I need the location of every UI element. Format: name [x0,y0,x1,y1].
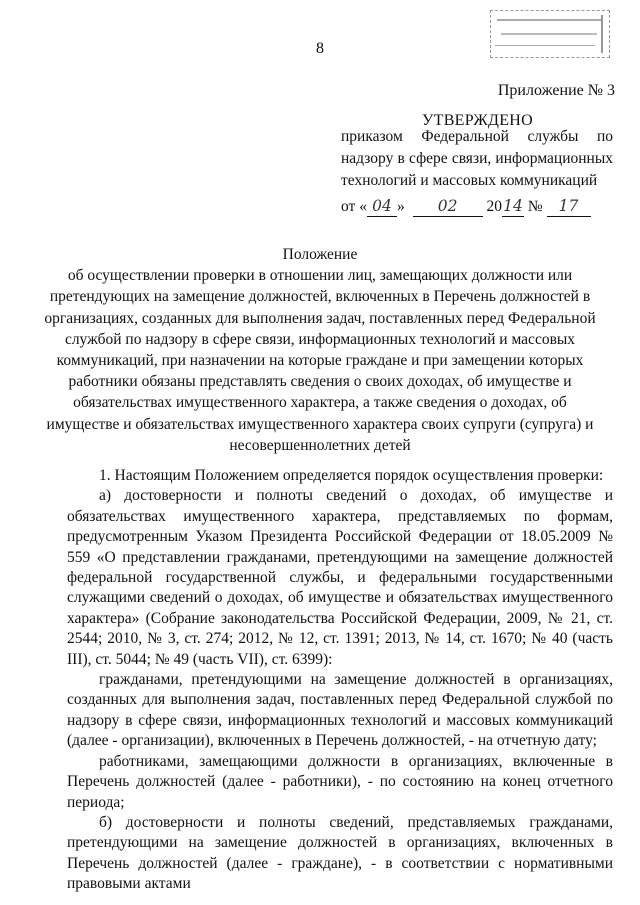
document-title [30,244,610,456]
appendix-label: Приложение № 3 [497,82,615,99]
paragraph: б) достоверности и полноты сведений, представляемых гражданами, претендующими на замещение должностей в организациях, включенных в Перечень должностей (далее - граждане), - в соответствии с нормативными правовыми актами [67,813,613,893]
year-handwritten: 14 [503,197,523,215]
title-line: организациях, созданных для выполнения задач, поставленных перед Федеральной [44,309,596,327]
order-line: технологий и массовых коммуникаций [341,172,598,189]
title-line: обязательствах имущественного характера, а также сведения о доходах, об [73,394,567,412]
month-handwritten: 02 [413,196,483,217]
year-prefix: 20 [486,198,502,215]
date-mid: » [396,198,405,215]
title-line: службой по надзору в сфере связи, информационных технологий и массовых [64,330,576,348]
title-line: Положение [282,246,358,263]
title-line: несовершеннолетних детей [229,436,411,454]
title-line: имуществе и обязательствах имущественного характера своих супруги (супруга) и [46,415,594,433]
paragraph: работниками, замещающими должности в организациях, включенные в Перечень должностей (далее - работники), - по состоянию на конец отчетного периода; [67,752,613,811]
order-line: приказом Федеральной службы по [341,128,613,145]
number-sign: № [527,198,543,215]
order-line: надзору в сфере связи, информационных [341,150,613,167]
page-number: 8 [316,40,324,57]
day-handwritten: 04 [367,196,397,217]
number-handwritten: 17 [547,196,591,217]
title-line: об осуществлении проверки в отношении лиц, замещающих должности или [67,267,573,285]
document-body [67,466,613,895]
title-line: претендующих на замещение должностей, включенных в Перечень должностей в [49,288,591,306]
title-line: работники обязаны представлять сведения о своих доходах, об имуществе и [68,373,572,391]
date-prefix: от « [341,198,367,215]
registration-stamp [490,10,610,58]
approval-date-line [341,196,591,217]
paragraph: а) достоверности и полноты сведений о доходах, об имуществе и обязательствах имущественного характера, представляемых по формам, предусмотренным Указом Президента Российской Федерации от 18.05.2009 № 559 «О представлении гражданами, претендующими на замещение должностей федеральной государственной службы, и федеральными государственными служащими сведений о доходах, об имуществе и обязательствах имущественного характера» (Собрание законодательства Российской Федерации, 2009, № 21, ст. 2544; 2010, № 3, ст. 274; 2012, № 12, ст. 1391; 2013, № 14, ст. 1670; № 40 (часть III), ст. 5044; № 49 (часть VII), ст. 6399): [67,487,613,668]
title-line: коммуникаций, при назначении на которые граждане и при замещении которых [56,352,584,370]
approval-order [341,126,613,192]
paragraph: гражданами, претендующими на замещение должностей в организациях, созданных для выполнения задач, поставленных перед Федеральной службой по надзору в сфере связи, информационных технологий и массовых коммуникаций (далее - организации), включенных в Перечень должностей, - на отчетную дату; [67,671,613,750]
approval-heading: УТВЕРЖДЕНО [422,112,534,129]
paragraph: 1. Настоящим Положением определяется порядок осуществления проверки: [99,467,604,484]
